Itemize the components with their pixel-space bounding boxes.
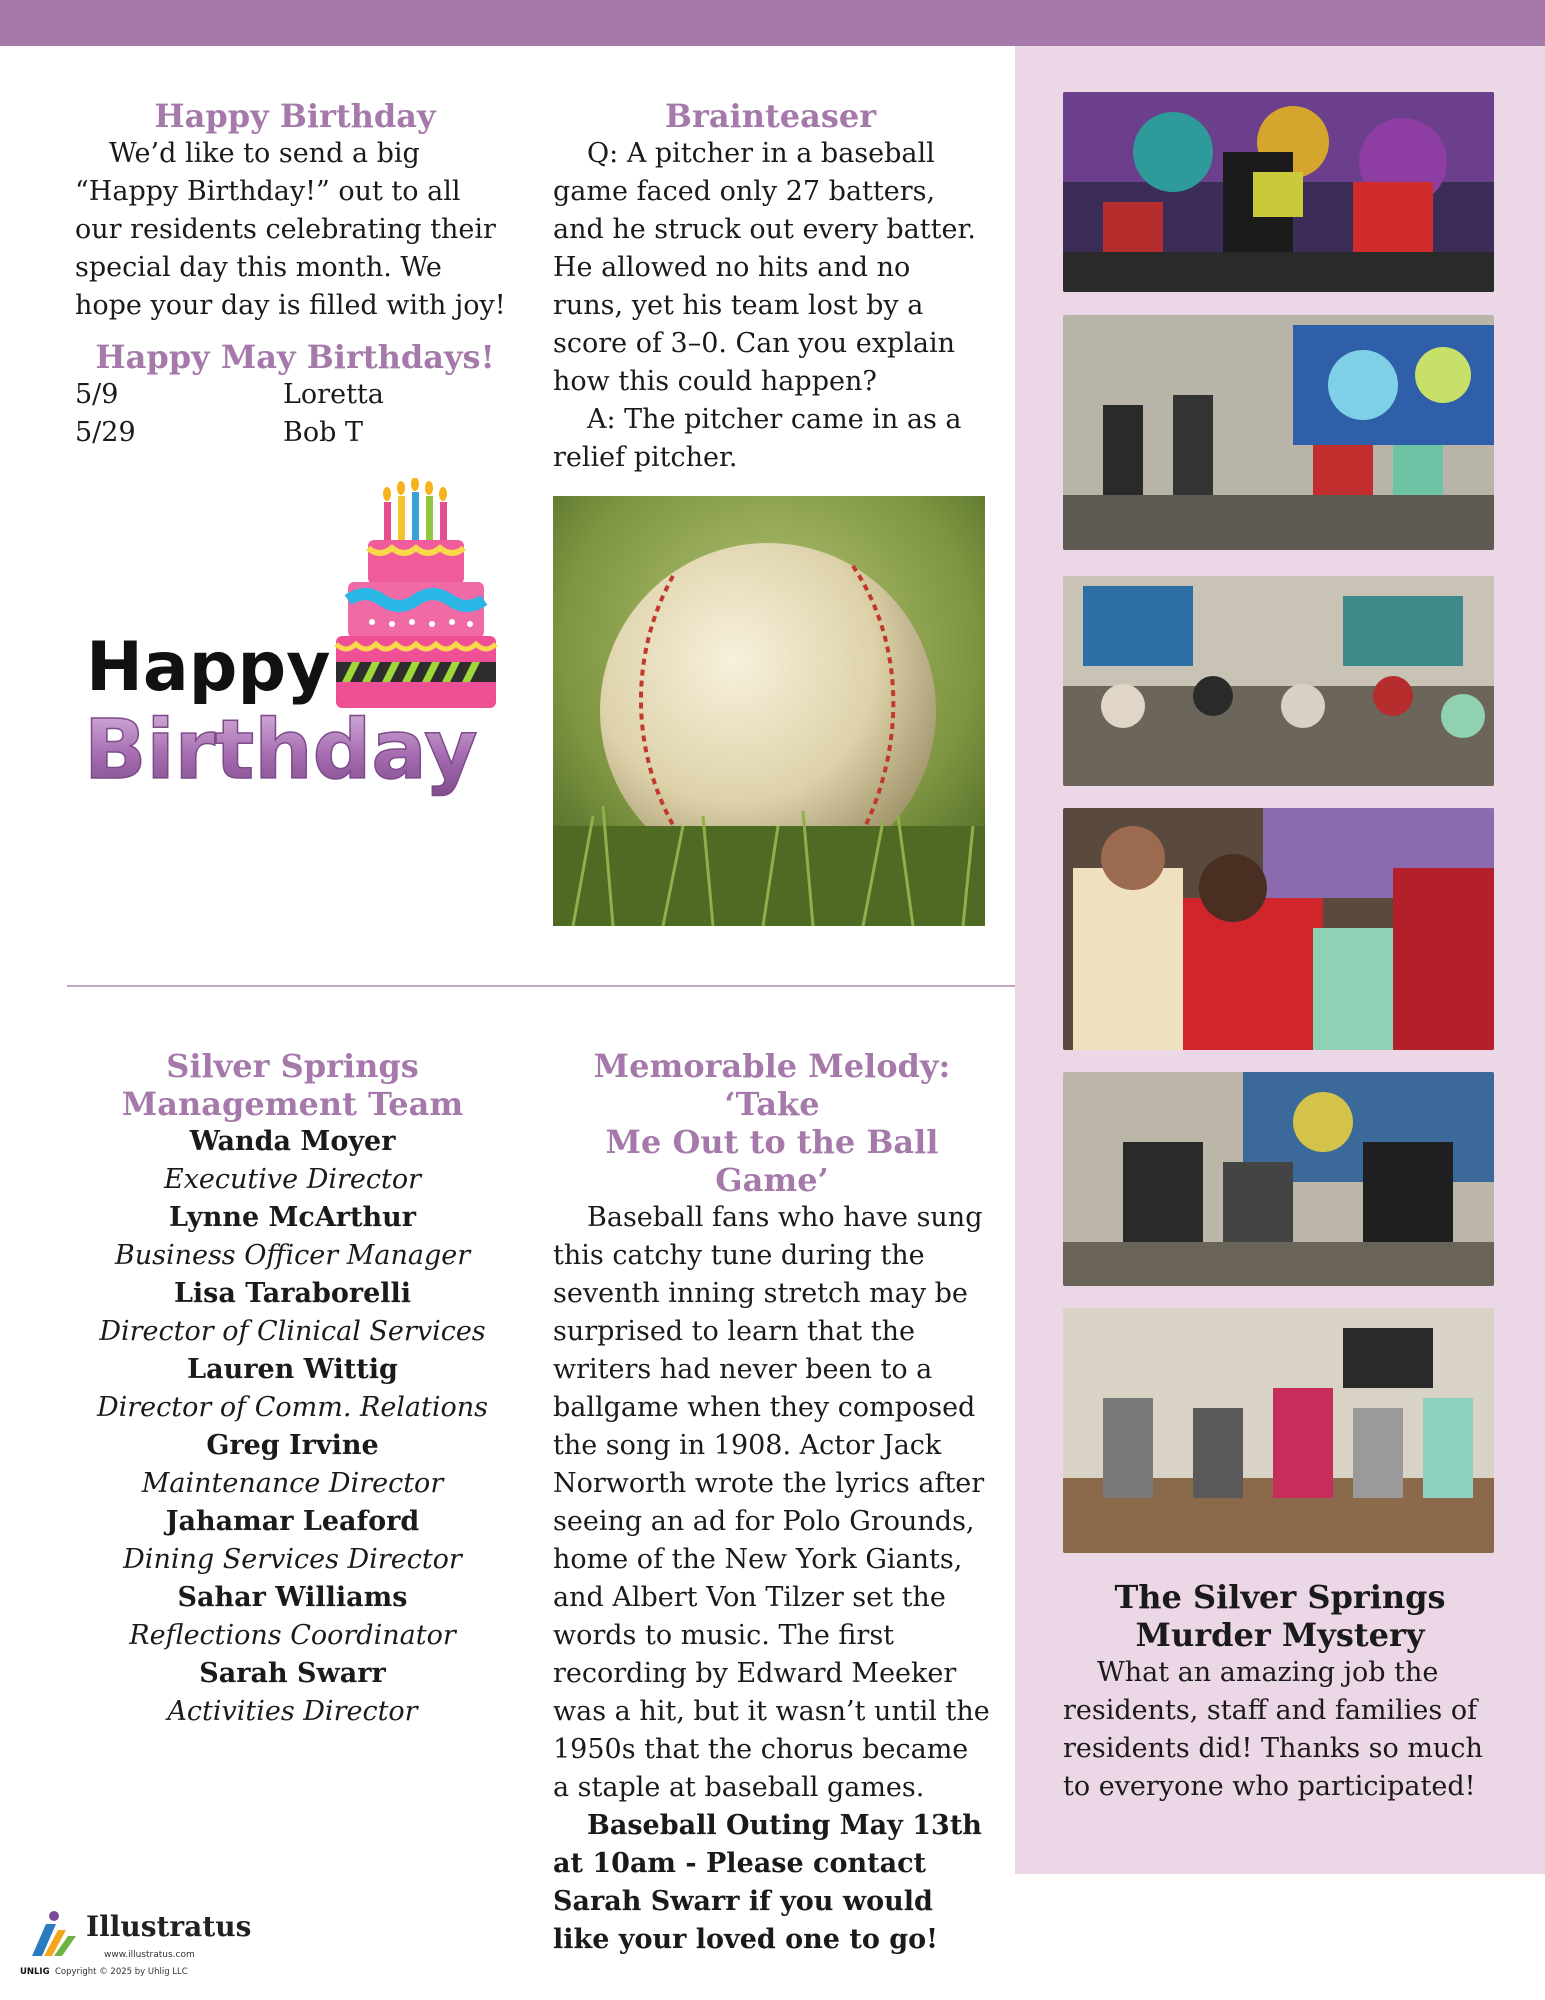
member-name: Greg Irvine <box>206 1430 379 1461</box>
logo-brand: Illustratus <box>86 1910 252 1943</box>
member-title: Director of Comm. Relations <box>96 1392 489 1423</box>
member-title: Reflections Coordinator <box>129 1620 456 1651</box>
mystery-text <box>1063 1654 1503 1806</box>
birthday-text: We’d like to send a big “Happy Birthday!” out to all our residents celebrating their special day this month. We hope your day is filled with joy! <box>75 138 506 321</box>
event-photo-3 <box>1063 576 1494 786</box>
outing-notice: Baseball Outing May 13th at 10am - Please contact Sarah Swarr if you would like your loved one to go! <box>553 1810 982 1955</box>
illustratus-logo <box>20 1910 252 1982</box>
brainteaser-question: Q: A pitcher in a baseball game faced only 27 batters, and he struck out every batter. He allowed no hits and no runs, yet his team lost by a score of 3–0. Can you explain how this could happen? <box>553 138 976 397</box>
may-birthdays-heading: Happy May Birthdays! <box>95 338 495 376</box>
graphic-happy-text: Happy <box>86 628 331 707</box>
mystery-heading-line2: Murder Mystery <box>1135 1616 1425 1654</box>
brainteaser-section <box>553 97 988 477</box>
member-title: Director of Clinical Services <box>99 1316 486 1347</box>
member-name: Jahamar Leaford <box>165 1506 420 1537</box>
mystery-heading-line1: The Silver Springs <box>1114 1578 1446 1616</box>
birthday-name: Bob T <box>283 417 363 448</box>
birthday-section <box>75 97 515 452</box>
member-name: Sarah Swarr <box>199 1658 386 1689</box>
illustratus-mark-icon <box>24 1910 82 1958</box>
melody-section <box>553 1047 991 1959</box>
birthday-heading: Happy Birthday <box>154 97 436 135</box>
birthday-list-item <box>75 376 515 414</box>
company-mark: UNLIG <box>20 1967 50 1977</box>
logo-url: www.illustratus.com <box>104 1950 195 1960</box>
graphic-birthday-text: Birthday <box>84 703 478 798</box>
section-divider <box>67 985 1015 987</box>
member-name: Wanda Moyer <box>189 1126 396 1157</box>
birthday-date: 5/29 <box>75 417 136 448</box>
member-name: Sahar Williams <box>177 1582 408 1613</box>
management-heading-line2: Management Team <box>121 1085 464 1123</box>
member-title: Business Officer Manager <box>114 1240 471 1271</box>
event-photo-4 <box>1063 808 1494 1050</box>
event-photo-2 <box>1063 315 1494 550</box>
birthday-cake-graphic <box>80 478 510 816</box>
birthday-list-item <box>75 414 515 452</box>
mystery-heading <box>1040 1578 1520 1654</box>
melody-heading-line1: Memorable Melody: ‘Take <box>593 1047 951 1123</box>
birthday-name: Loretta <box>283 379 384 410</box>
birthday-date: 5/9 <box>75 379 119 410</box>
member-name: Lauren Wittig <box>187 1354 398 1385</box>
event-photo-5 <box>1063 1072 1494 1286</box>
management-section <box>90 1047 495 1731</box>
melody-text: Baseball fans who have sung this catchy tune during the seventh inning stretch may be surprised to learn that the writers had never been to a ballgame when they composed the song in 1908. Actor Jack Norworth wrote the lyrics after seeing an ad for Polo Grounds, home of the New York Giants, and Albert Von Tilzer set the words to music. The first recording by Edward Meeker was a hit, but it wasn’t until the 1950s that the chorus became a staple at baseball games. <box>553 1202 990 1803</box>
event-photo-6 <box>1063 1308 1494 1553</box>
event-photo-1 <box>1063 92 1494 292</box>
top-banner <box>0 0 1545 46</box>
copyright-text: Copyright © 2025 by Uhlig LLC <box>54 1967 188 1977</box>
member-title: Executive Director <box>163 1164 422 1195</box>
melody-heading-line2: Me Out to the Ball Game’ <box>605 1123 939 1199</box>
member-name: Lisa Taraborelli <box>173 1278 412 1309</box>
candles-icon <box>383 478 447 540</box>
management-heading-line1: Silver Springs <box>166 1047 419 1085</box>
brainteaser-answer: A: The pitcher came in as a relief pitcher. <box>553 404 962 473</box>
mystery-paragraph: What an amazing job the residents, staff and families of residents did! Thanks so much to everyone who participated! <box>1063 1657 1483 1802</box>
member-title: Dining Services Director <box>123 1544 462 1575</box>
member-title: Activities Director <box>167 1696 418 1727</box>
brainteaser-heading: Brainteaser <box>664 97 877 135</box>
member-title: Maintenance Director <box>141 1468 444 1499</box>
baseball-photo <box>553 496 985 926</box>
logo-copyright <box>20 1967 188 1977</box>
member-name: Lynne McArthur <box>168 1202 416 1233</box>
